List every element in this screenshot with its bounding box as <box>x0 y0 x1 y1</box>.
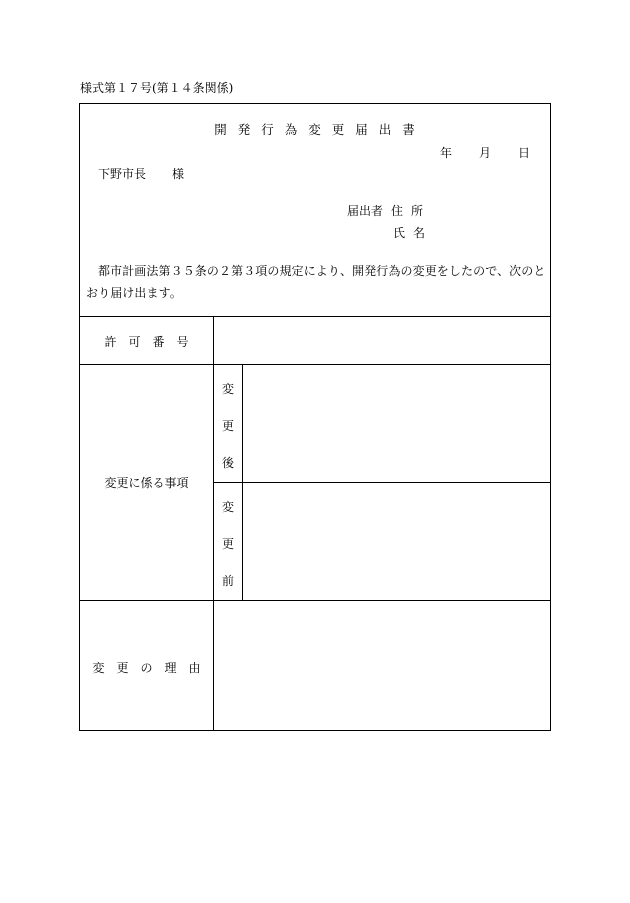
date-month-label: 月 <box>478 146 491 160</box>
applicant-address-line <box>347 203 423 219</box>
form-frame <box>79 103 551 731</box>
before-label-char: 変 <box>221 500 234 514</box>
before-label-char: 前 <box>221 574 234 588</box>
permit-number-field[interactable] <box>214 317 550 364</box>
change-reason-field[interactable] <box>214 601 550 730</box>
permit-number-label: 許 可 番 号 <box>104 335 189 349</box>
after-change-field[interactable] <box>243 365 550 482</box>
recipient-line <box>98 166 184 182</box>
before-change-field[interactable] <box>243 483 550 600</box>
date-line <box>440 145 530 161</box>
after-label-char: 更 <box>221 419 234 433</box>
after-label <box>214 381 242 492</box>
applicant-name-line <box>393 225 425 241</box>
address-label-2: 所 <box>411 204 424 218</box>
form-number: 様式第１７号(第１４条関係) <box>80 81 234 95</box>
name-label-1: 氏 <box>393 226 406 240</box>
applicant-label: 届出者 <box>347 204 384 218</box>
document-title: 開発行為変更届出書 <box>214 122 426 137</box>
before-label-char: 更 <box>221 537 234 551</box>
before-label <box>214 499 242 610</box>
change-items-label: 変更に係る事項 <box>104 476 189 490</box>
recipient-honorific: 様 <box>172 167 185 181</box>
date-day-label: 日 <box>517 146 530 160</box>
address-label-1: 住 <box>391 204 404 218</box>
recipient-name: 下野市長 <box>98 167 147 181</box>
after-label-char: 後 <box>221 456 234 470</box>
name-label-2: 名 <box>413 226 426 240</box>
date-year-label: 年 <box>439 146 452 160</box>
after-label-char: 変 <box>221 382 234 396</box>
notification-body-text: 都市計画法第３５条の２第３項の規定により、開発行為の変更をしたので、次のとおり届け出ます。 <box>86 264 546 300</box>
reason-label: 変 更 の 理 由 <box>92 661 201 675</box>
